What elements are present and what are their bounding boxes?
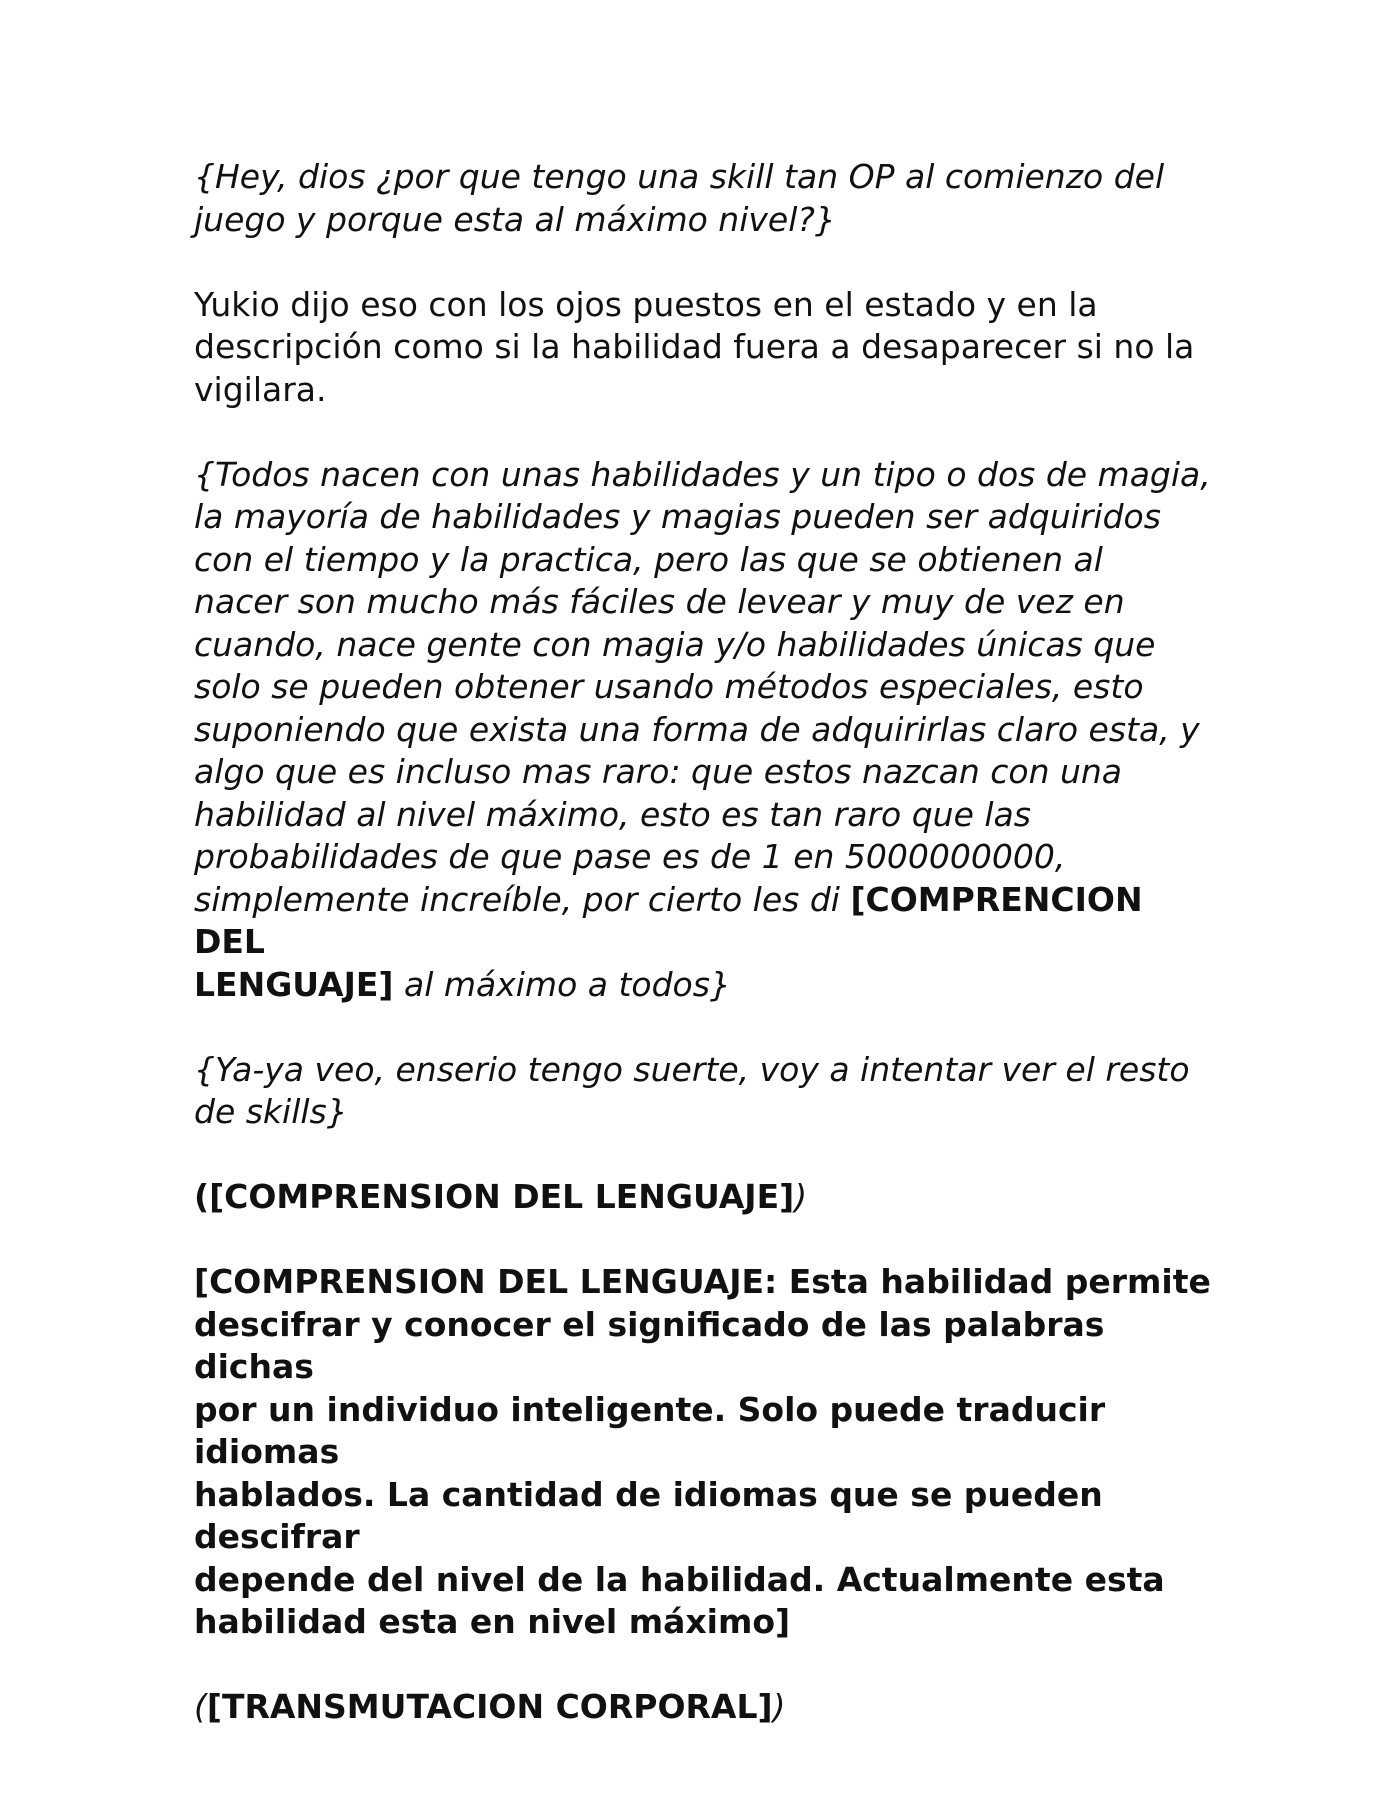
dialogue-paragraph-3 [194,1049,1224,1134]
narration-paragraph [194,284,1224,412]
text-line: suponiendo que exista una forma de adquirirlas claro esta, y [194,709,1200,749]
text-line: por un individuo inteligente. Solo puede traducir idiomas [194,1389,1106,1471]
skill-heading-close: ) [772,1687,786,1726]
text-line: descripción como si la habilidad fuera a desaparecer si no la [194,327,1195,366]
text-line: cuando, nace gente con magia y/o habilidades únicas que [194,624,1156,664]
text-line: habilidad esta en nivel máximo] [194,1602,791,1641]
text-line: con el tiempo y la practica, pero las que se obtienen al [194,539,1103,579]
text-line: hablados. La cantidad de idiomas que se pueden descifrar [194,1474,1103,1556]
text-line: probabilidades de que pase es de 1 en 5000000000, [194,837,1066,876]
text-line: {Todos nacen con unas habilidades y un tipo o dos de magia, [194,454,1211,494]
text-line: solo se pueden obtener usando métodos especiales, esto [194,667,1144,706]
text-line: descifrar y conocer el significado de las palabras dichas [194,1304,1105,1386]
text-line: nacer son mucho más fáciles de levear y muy de vez en [194,582,1125,621]
dialogue-paragraph-2 [194,454,1224,1007]
text-line: Yukio dijo eso con los ojos puestos en el estado y en la [194,284,1098,324]
text-line: juego y porque esta al máximo nivel?} [194,199,836,239]
text-line: [COMPRENSION DEL LENGUAJE: Esta habilidad permite [194,1262,1211,1301]
text-line [194,964,1224,1007]
text-line: de skills} [194,1092,348,1131]
text-line: {Hey, dios ¿por que tengo una skill tan OP al comienzo del [194,157,1165,196]
italic-run: simplemente increíble, por cierto les di [194,879,851,919]
skill-heading-close: ) [794,1177,808,1216]
skill-heading-1 [194,1176,1224,1219]
text-line: habilidad al nivel máximo, esto es tan raro que las [194,794,1031,834]
skill-heading-bold: [TRANSMUTACION CORPORAL] [206,1687,773,1726]
skill-description [194,1261,1224,1644]
skill-name-bold: [COMPRENCION DEL [194,879,1143,961]
skill-heading-open: ( [194,1687,207,1726]
text-line: vigilara. [194,369,327,409]
text-line: depende del nivel de la habilidad. Actualmente esta [194,1559,1165,1599]
text-line: {Ya-ya veo, enserio tengo suerte, voy a intentar ver el resto [194,1049,1190,1089]
text-line: algo que es incluso mas raro: que estos nazcan con una [194,752,1123,791]
italic-run: al máximo a todos} [393,964,731,1004]
dialogue-paragraph-1 [194,156,1224,241]
skill-heading-bold: ([COMPRENSION DEL LENGUAJE] [194,1177,795,1216]
text-line [194,879,1224,964]
document-page [194,156,1224,1771]
skill-heading-2 [194,1686,1224,1729]
text-line: la mayoría de habilidades y magias pueden ser adquiridos [194,497,1161,536]
skill-name-bold: LENGUAJE] [194,964,394,1004]
